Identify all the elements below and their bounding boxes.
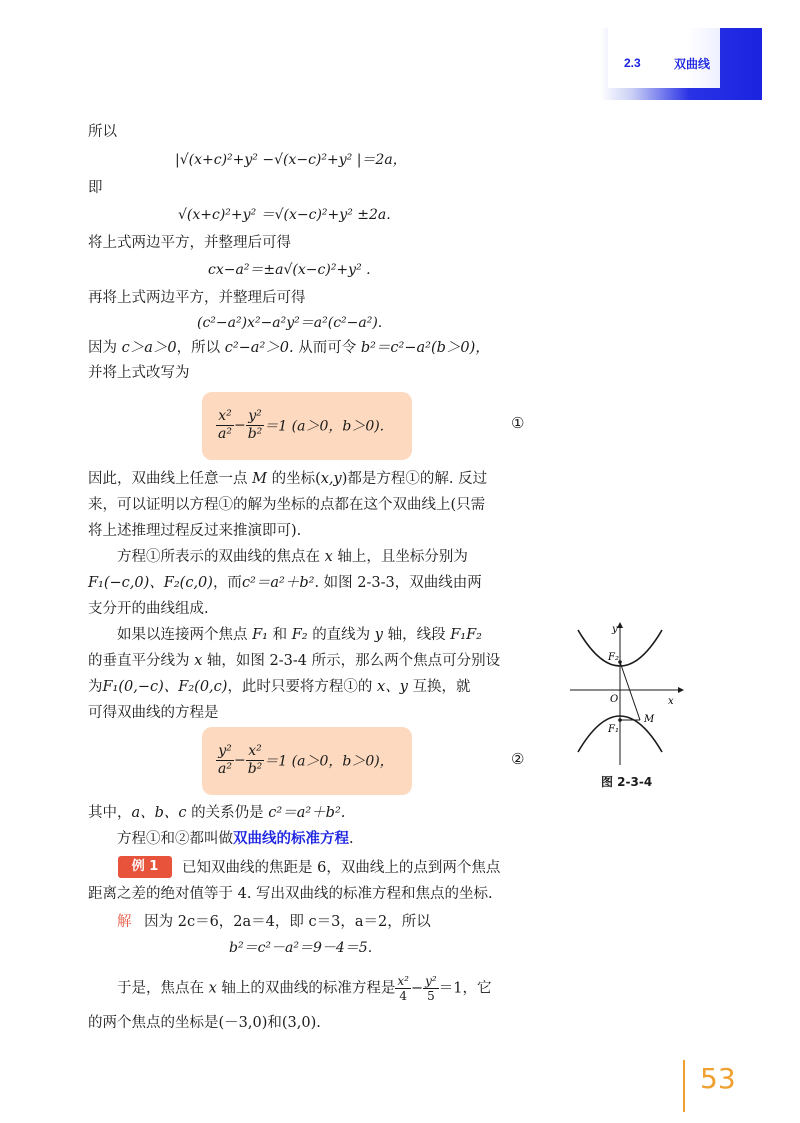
text-line: 并将上式改写为 — [88, 365, 190, 381]
text-span: 为 — [88, 679, 103, 695]
text-span: 和 — [272, 627, 288, 643]
math: x — [194, 653, 203, 669]
formula-tag: ① — [511, 414, 525, 432]
text-span: 方程①和②都叫做 — [117, 831, 233, 847]
denominator: a² — [218, 426, 232, 442]
math: F₁(−c,0)、F₂(c,0) — [88, 575, 213, 591]
formula-rest: ＝1 (a＞0，b＞0)， — [264, 753, 394, 770]
text-line — [88, 469, 487, 489]
denominator: a² — [218, 761, 232, 777]
text-line: 的两个焦点的坐标是(－3,0)和(3,0). — [88, 1015, 321, 1031]
key-term: 双曲线的标准方程 — [233, 830, 349, 847]
text-span: 轴，如图 2-3-4 所示，那么两个焦点可分别设 — [206, 653, 501, 669]
formula-box-1 — [202, 392, 412, 460]
text-line — [88, 803, 345, 823]
example-label: 例 1 — [118, 856, 172, 878]
section-title: 双曲线 — [674, 57, 711, 71]
text-span: 轴上，且坐标分别为 — [337, 549, 468, 565]
text-line — [117, 829, 354, 849]
text-span: . — [349, 831, 354, 847]
denominator: b² — [247, 426, 263, 442]
text-line: 将上式两边平方，并整理后可得 — [88, 235, 291, 251]
text-line: 支分开的曲线组成. — [88, 601, 209, 617]
text-span: 的直线为 — [312, 627, 371, 643]
text-span: ，而 — [212, 575, 242, 591]
math: c＞a＞0 — [121, 340, 177, 356]
math: F₂ — [291, 627, 308, 643]
text-line — [117, 625, 482, 645]
text-line: 可得双曲线的方程是 — [88, 705, 219, 721]
y-axis-arrow — [617, 622, 623, 628]
denominator: 5 — [427, 989, 435, 1003]
text-span: 的坐标( — [271, 471, 321, 487]
text-line: 即 — [88, 180, 103, 196]
f2-to-m — [620, 662, 640, 720]
text-line — [88, 651, 500, 671]
math: x — [208, 980, 217, 997]
hyperbola-figure — [570, 620, 685, 765]
text-line: 距离之差的绝对值等于 4. 写出双曲线的标准方程和焦点的坐标. — [88, 886, 493, 902]
denominator: b² — [247, 761, 263, 777]
math: c²−a²＞0. — [224, 340, 294, 356]
math: x,y — [320, 471, 342, 487]
numerator: x² — [397, 974, 409, 988]
text-span: 从而可令 — [298, 340, 357, 356]
text-span: 其中， — [88, 805, 132, 821]
text-span: )都是方程①的解. 反过 — [341, 471, 488, 487]
text-line — [88, 338, 490, 358]
x-axis-arrow — [678, 687, 684, 693]
fraction — [423, 974, 439, 1003]
equation: (c²−a²)x²−a²y²＝a²(c²−a²). — [197, 315, 383, 331]
math: a、b、c — [131, 805, 187, 821]
math: F₁(0,−c)、F₂(0,c) — [102, 679, 228, 695]
solution-label: 解 — [117, 914, 132, 930]
math: c²＝a²＋b². — [268, 805, 346, 821]
numerator: x² — [216, 408, 234, 426]
page-number-bar — [683, 1060, 685, 1112]
text-span: 轴，线段 — [387, 627, 446, 643]
denominator: 4 — [399, 989, 408, 1003]
x-label: x — [668, 696, 674, 707]
text-span: 轴上的双曲线的标准方程是 — [221, 980, 396, 997]
text-line: 于是，焦点在 x 轴上的双曲线的标准方程是 $\frac{\text{x²}}{4}$ − $\frac{\text{y²}}{5}$ ＝1，它 — [117, 974, 492, 1003]
formula-2: $\frac{\text{y²}}{\text{a²}}$ − $\frac{\text{x²}}{\text{b²}}$ ＝1 (a＞0，b＞0)， — [218, 743, 394, 777]
focus-f1 — [618, 718, 622, 722]
numerator: y² — [425, 974, 437, 988]
math: y — [374, 627, 383, 643]
text-line — [88, 573, 482, 593]
text-span: ＝1，它 — [438, 980, 492, 997]
math: c²＝a²＋b² — [241, 575, 315, 591]
text-span: 如果以连接两个焦点 — [117, 627, 248, 643]
text-line — [117, 912, 431, 932]
numerator: y² — [216, 743, 234, 761]
numerator: x² — [246, 743, 265, 761]
m-label: M — [644, 714, 655, 725]
text-span: 互换，就 — [412, 679, 471, 695]
section-number: 2.3 — [624, 56, 641, 70]
math: b²＝c²−a²(b＞0)， — [360, 340, 490, 356]
text-span: 的垂直平分线为 — [88, 653, 190, 669]
equation: cx−a²＝±a√(x−c)²+y² . — [208, 262, 371, 278]
text-span: 于是，焦点在 — [117, 980, 204, 997]
numerator: y² — [246, 408, 265, 426]
text-span: 因此，双曲线上任意一点 — [88, 471, 248, 487]
formula-box-2 — [202, 727, 412, 795]
f1-label: F₁ — [608, 724, 619, 735]
text-span: 因为 2c＝6，2a＝4，即 c＝3，a＝2，所以 — [144, 914, 431, 930]
formula-tag: ② — [511, 750, 525, 768]
formula-1: $\frac{\text{x²}}{\text{a²}}$ − $\frac{\text{y²}}{\text{b²}}$ ＝1 (a＞0，b＞0). — [218, 408, 385, 442]
page-number: 53 — [700, 1062, 736, 1095]
text-line: 已知双曲线的焦距是 6，双曲线上的点到两个焦点 — [182, 860, 501, 876]
math: F₁F₂ — [450, 627, 482, 643]
text-line: 来，可以证明以方程①的解为坐标的点都在这个双曲线上(只需 — [88, 497, 486, 513]
fraction — [246, 408, 265, 443]
text-line: 再将上式两边平方，并整理后可得 — [88, 290, 306, 306]
text-span: 方程①所表示的双曲线的焦点在 — [117, 549, 320, 565]
fraction — [246, 743, 265, 778]
text-line: 将上述推理过程反过来推演即可). — [88, 523, 302, 539]
equation: √(x+c)²+y² ＝√(x−c)²+y² ±2a. — [178, 207, 391, 223]
fraction — [395, 974, 411, 1003]
figure-caption: 图 2-3-4 — [601, 775, 653, 789]
text-line — [88, 677, 471, 697]
o-label: O — [610, 694, 619, 705]
math: F₁ — [252, 627, 268, 643]
equation: |√(x+c)²+y² −√(x−c)²+y² |＝2a， — [175, 152, 407, 168]
fraction — [216, 408, 234, 443]
fraction — [216, 743, 234, 778]
text-span: ，所以 — [176, 340, 221, 356]
text-span: . 如图 2-3-3，双曲线由两 — [314, 575, 482, 591]
formula-rest: ＝1 (a＞0，b＞0). — [264, 418, 385, 435]
text-line: 所以 — [88, 124, 117, 140]
y-label: y — [612, 624, 618, 635]
equation: b²＝c²－a²＝9－4＝5. — [229, 940, 373, 956]
text-span: ，此时只要将方程①的 — [227, 679, 373, 695]
text-span: 因为 — [88, 340, 117, 356]
math: x、y — [377, 679, 408, 695]
text-line — [117, 547, 468, 567]
math: M — [252, 471, 267, 487]
text-span: 的关系仍是 — [191, 805, 264, 821]
f2-label: F₂ — [608, 652, 619, 663]
math: x — [324, 549, 333, 565]
